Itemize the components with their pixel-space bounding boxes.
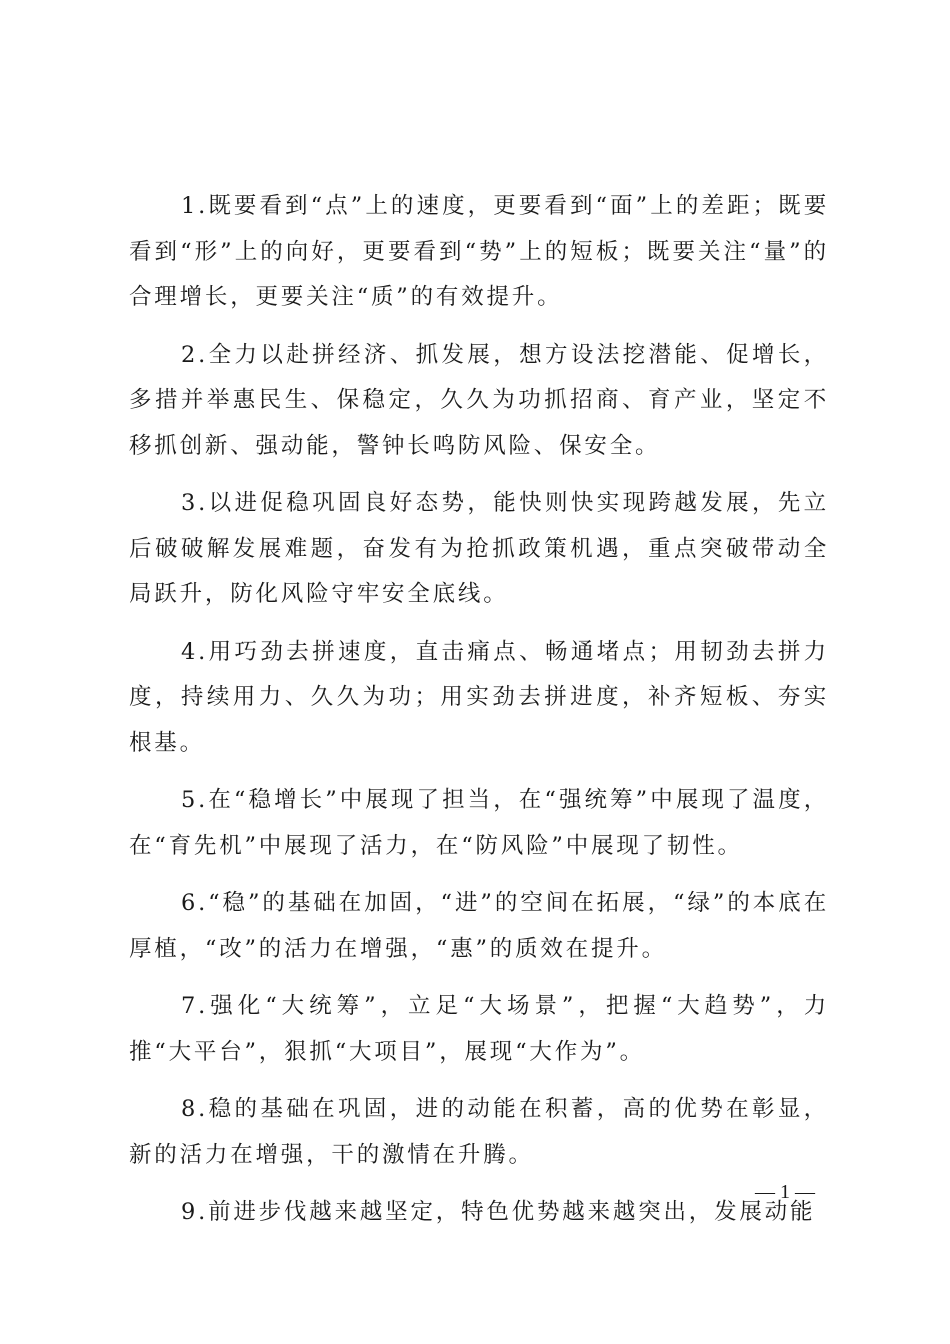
- page-number: — 1 —: [755, 1181, 815, 1203]
- paragraph-5: 5.在“稳增长”中展现了担当，在“强统筹”中展现了温度，在“育先机”中展现了活力，在“防风险”中展现了韧性。: [129, 787, 829, 859]
- paragraph-3: 3.以进促稳巩固良好态势，能快则快实现跨越发展，先立后破破解发展难题，奋发有为抢抓政策机遇，重点突破带动全局跃升，防化风险守牢安全底线。: [129, 490, 829, 607]
- paragraph-4: 4.用巧劲去拼速度，直击痛点、畅通堵点；用韧劲去拼力度，持续用力、久久为功；用实劲去拼进度，补齐短板、夯实根基。: [129, 638, 829, 756]
- paragraph-1: 1.既要看到“点”上的速度，更要看到“面”上的差距；既要看到“形”上的向好，更要看到“势”上的短板；既要关注“量”的合理增长，更要关注“质”的有效提升。: [129, 193, 829, 310]
- document-body: [129, 184, 829, 1248]
- paragraph-2: 2.全力以赴拼经济、抓发展，想方设法挖潜能、促增长，多措并举惠民生、保稳定，久久为功抓招商、育产业，坚定不移抓创新、强动能，警钟长鸣防风险、保安全。: [129, 341, 829, 459]
- paragraph-7: 7.强化“大统筹”，立足“大场景”，把握“大趋势”，力推“大平台”，狠抓“大项目”，展现“大作为”。: [129, 993, 829, 1065]
- paragraph-9: 9.前进步伐越来越坚定，特色优势越来越突出，发展动能: [181, 1199, 816, 1225]
- paragraph-8: 8.稳的基础在巩固，进的动能在积蓄，高的优势在彰显，新的活力在增强，干的激情在升腾。: [129, 1096, 829, 1168]
- paragraph-6: 6.“稳”的基础在加固，“进”的空间在拓展，“绿”的本底在厚植，“改”的活力在增强，“惠”的质效在提升。: [129, 890, 829, 962]
